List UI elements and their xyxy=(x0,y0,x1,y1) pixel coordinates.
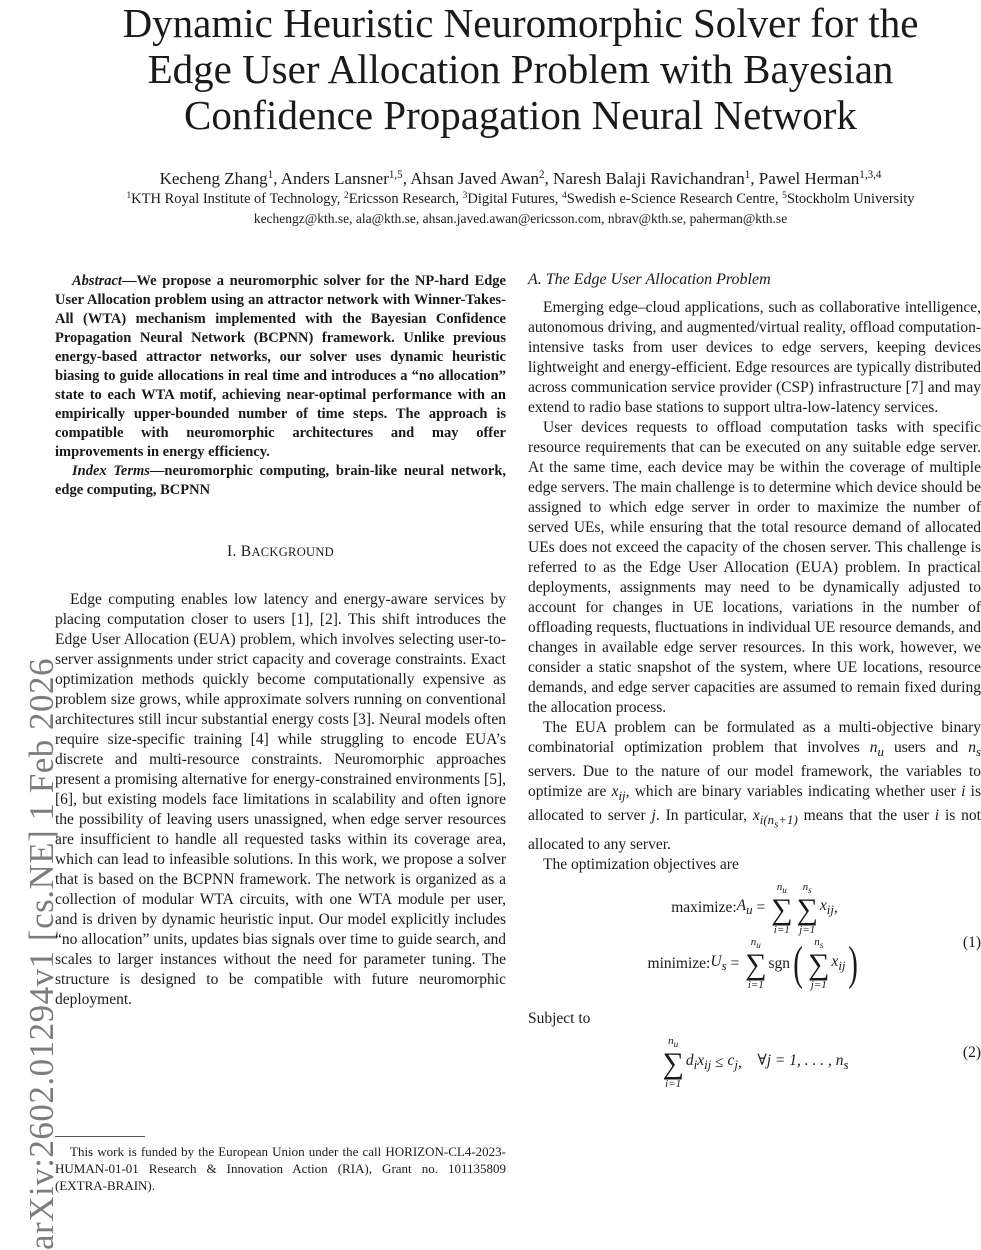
sum-symbol: $n_s$ ∑ j=1 xyxy=(808,936,830,992)
forall-range: ∀j = 1, . . . , n xyxy=(757,1051,844,1069)
text-run: users and xyxy=(884,739,969,756)
equation-2 xyxy=(528,1035,981,1090)
math-sub: s xyxy=(721,957,727,973)
math-sub: s xyxy=(774,818,779,831)
sum-symbol: $n_u$ ∑ i=1 xyxy=(662,1035,684,1091)
author-affil-sup: 1 xyxy=(267,168,274,181)
sgn-function: sgn xyxy=(768,954,791,972)
left-column xyxy=(55,270,506,1010)
text-run: , which are binary variables indicating whether user xyxy=(625,783,962,801)
paper-title xyxy=(60,0,981,138)
text-run: is not allocated to any server. xyxy=(528,807,981,853)
author-name: Naresh Balaji Ravichandran xyxy=(553,169,745,188)
math-symbol: n xyxy=(968,739,976,756)
author-affil-sup: 1,5 xyxy=(388,168,403,181)
eua-paragraph-1: Emerging edge–cloud applications, such as collaborative intelligence, autonomous driving, and augmented/virtual reality, offload computation-intensive tasks from user devices to edge servers, keeping devices lightweight and energy-efficient. Edge resources are typically distributed across communication service provider (CSP) infrastructure [7] and may extend to radio base stations to support ultra-low-latency services. xyxy=(528,299,981,416)
author-affil-sup: 1 xyxy=(744,168,751,181)
funding-footnote: This work is funded by the European Union under the call HORIZON-CL4-2023-HUMAN-01-01 Research & Innovation Action (RIA), Grant no. 101135809 (EXTRA-BRAIN). xyxy=(55,1144,506,1193)
text-run: The EUA problem can be formulated as a multi-objective binary combinatorial optimization problem that involves xyxy=(528,719,981,756)
eq-au xyxy=(737,896,753,920)
affiliation-list: $^1$KTH Royal Institute of Technology, $^2$Ericsson Research, $^3$Digital Futures, $^4$Swedish e-Science Research Centre, $^5$Stockholm University xyxy=(126,190,915,207)
math-symbol: A xyxy=(736,897,747,915)
affil-sup: 5 xyxy=(782,190,787,201)
equation-label: maximize: xyxy=(671,899,737,917)
subsection-heading-eua: A. The Edge User Allocation Problem xyxy=(528,271,771,288)
math-sub: ij xyxy=(618,788,626,804)
math-sub: +1) xyxy=(778,812,798,828)
equation-constraint: $n_u$ ∑ i=1 $d_ix_{ij}$ ≤ $c_j$ , ∀j = 1, . . . , $n_s$ xyxy=(662,1035,849,1091)
math-j: j xyxy=(651,807,656,825)
author-name: Ahsan Javed Awan xyxy=(410,169,540,188)
eua-paragraph-4: The optimization objectives are xyxy=(543,855,739,873)
sum-symbol: $n_s$ ∑ j=1 xyxy=(796,880,818,937)
math-i: i xyxy=(934,807,940,825)
equation-label: minimize: xyxy=(647,954,711,972)
math-symbol: d xyxy=(685,1051,694,1069)
affil-sup: 4 xyxy=(562,190,567,201)
section-numeral: I. B xyxy=(226,543,252,560)
text-run: servers. Due to the nature of our model framework, the variables to optimize are xyxy=(528,763,981,801)
math-sub: u xyxy=(746,902,753,918)
author-name: Anders Lansner xyxy=(280,169,389,188)
equation-maximize: maximize: $A_u$ = $n_u$ ∑ i=1 $n_s$ ∑ j=1 $x_{ij}$ , xyxy=(671,880,838,937)
equation-minimize: minimize: $U_s$ = $n_u$ ∑ i=1 sgn ( $n_s$ ∑ j=1 $x_{ij}$ ) xyxy=(647,936,859,992)
text-run: means that the user xyxy=(797,807,935,825)
equation-number: (1) xyxy=(962,933,981,951)
author-affil-sup: 1,3,4 xyxy=(859,168,882,181)
sum-symbol: $n_u$ ∑ i=1 xyxy=(745,936,767,992)
eua-paragraph-3 xyxy=(528,718,981,855)
author-name: Pawel Herman xyxy=(758,169,860,188)
math-sub: u xyxy=(877,744,884,760)
math-symbol: n xyxy=(869,739,878,756)
math-x-noalloc xyxy=(752,807,798,831)
text-run: is allocated to server xyxy=(528,783,981,825)
math-i: i xyxy=(961,783,966,801)
footnote-divider xyxy=(55,1136,145,1137)
math-symbol: x xyxy=(611,783,619,801)
math-nu xyxy=(869,739,884,760)
author-affil-sup: 2 xyxy=(539,168,545,181)
title-line: Edge User Allocation Problem with Bayesian xyxy=(147,46,894,92)
affil-sup: 3 xyxy=(462,190,468,201)
text-run: . In particular, xyxy=(655,807,753,825)
affiliation: Ericsson Research xyxy=(348,191,456,207)
section-heading-background xyxy=(55,542,506,562)
math-sub: s xyxy=(975,744,981,760)
abstract-lead: Abstract xyxy=(72,273,122,289)
affiliation: Digital Futures xyxy=(467,191,555,207)
index-terms-text: —neuromorphic computing, brain-like neural network, edge computing, BCPNN xyxy=(55,463,507,498)
author-name: Kecheng Zhang xyxy=(159,169,268,188)
affiliation: Stockholm University xyxy=(786,191,915,207)
abstract-text: —We propose a neuromorphic solver for the NP-hard Edge User Allocation problem using an attractor network with Winner-Takes-All (WTA) mechanism implemented with the Bayesian Confidence Propagation Neural Network (BCPNN) framework. Unlike previous energy-based attractor networks, our solver uses dynamic heuristic biasing to guide allocations in real time and introduces a “no allocation” state to each WTA motif, achieving near-optimal performance with an empirically upper-bounded number of time steps. The approach is compatible with neuromorphic architectures and may offer improvements in energy efficiency. xyxy=(55,273,506,460)
arxiv-identifier-stamp: arXiv:2602.01294v1 [cs.NE] 1 Feb 2026 xyxy=(22,657,61,1250)
affiliation: KTH Royal Institute of Technology xyxy=(131,191,337,207)
subject-to-label: Subject to xyxy=(528,1010,591,1028)
author-block xyxy=(60,168,981,228)
math-symbol: U xyxy=(710,952,722,970)
equation-number: (2) xyxy=(962,1044,981,1062)
eua-paragraph-2: User devices requests to offload computation tasks with specific resource requirements that can be executed on any suitable edge server. At the same time, each device may be within the coverage of multiple edge servers. The main challenge is to determine which device should be assigned to which edge server in order to maximize the number of served UEs, while ensuring that the total resource demand of allocated UEs does not exceed the capacity of the chosen server. This challenge is referred to as the Edge User Allocation (EUA) problem. In practical deployments, assignments may need to be dynamically adjusted to account for changes in UE locations, variations in the number of offloading requests, fluctuations in individual UE resource demands, and changes in available edge server resources. In this work, however, we consider a static snapshot of the system, where UE locations, resource demands, and edge server capacities are assumed to remain fixed during the allocation process. xyxy=(528,419,981,716)
index-terms xyxy=(55,462,506,500)
eq-us xyxy=(710,952,726,976)
affil-sup: 1 xyxy=(126,190,132,201)
author-list: Kecheng Zhang$^1$, Anders Lansner$^{1,5}$, Ahsan Javed Awan$^2$, Naresh Balaji Ravichandran$^1$, Pawel Herman$^{1,3,4}$ xyxy=(159,168,882,188)
right-column xyxy=(528,270,981,1090)
sum-symbol: $n_u$ ∑ i=1 xyxy=(771,880,793,937)
math-ns xyxy=(968,739,981,760)
affiliation: Swedish e-Science Research Centre xyxy=(566,191,775,207)
title-line: Confidence Propagation Neural Network xyxy=(184,92,857,138)
math-symbol: c xyxy=(727,1051,735,1069)
affil-sup: 2 xyxy=(344,190,349,201)
abstract xyxy=(55,272,506,462)
equation-1 xyxy=(528,881,981,991)
math-xij xyxy=(611,783,626,804)
email-list: kechengz@kth.se, ala@kth.se, ahsan.javed.awan@ericsson.com, nbrav@kth.se, paherman@kth.se xyxy=(253,211,788,226)
title-line: Dynamic Heuristic Neuromorphic Solver for the xyxy=(122,0,919,46)
index-terms-lead: Index Terms xyxy=(72,463,150,479)
background-paragraph: Edge computing enables low latency and energy-aware services by placing computation closer to users [1], [2]. This shift introduces the Edge User Allocation (EUA) problem, which involves selecting user-to-server assignments under strict capacity and coverage constraints. Exact optimization methods quickly become computationally expensive as problem size grows, while approximate solvers running on conventional architectures still incur substantial energy costs [3]. Neural models often require size-specific training [4] while struggling to encode EUA’s discrete and multi-resource constraints. Neuromorphic approaches present a promising alternative for energy-constrained environments [5], [6], but existing models face limitations in scalability and often ignore the possibility of leaving users unassigned, when edge server resources are insufficient to handle all requested tasks within its coverage area, which can lead to infeasible solutions. In this work, we propose a solver that is based on the BCPNN framework. The network is organized as a collection of modular WTA circuits, with one WTA module per user, and is driven by dynamic heuristic input. Our model explicitly includes “no allocation” units, updates bias signals over time to guide search, and scales to larger instances without the need for parameter tuning. The structure is designed to be compatible with future neuromorphic deployment. xyxy=(55,591,506,1008)
math-sub: i(n xyxy=(759,812,775,828)
math-symbol: x xyxy=(752,807,760,825)
section-title-smallcaps: ACKGROUND xyxy=(251,545,335,559)
